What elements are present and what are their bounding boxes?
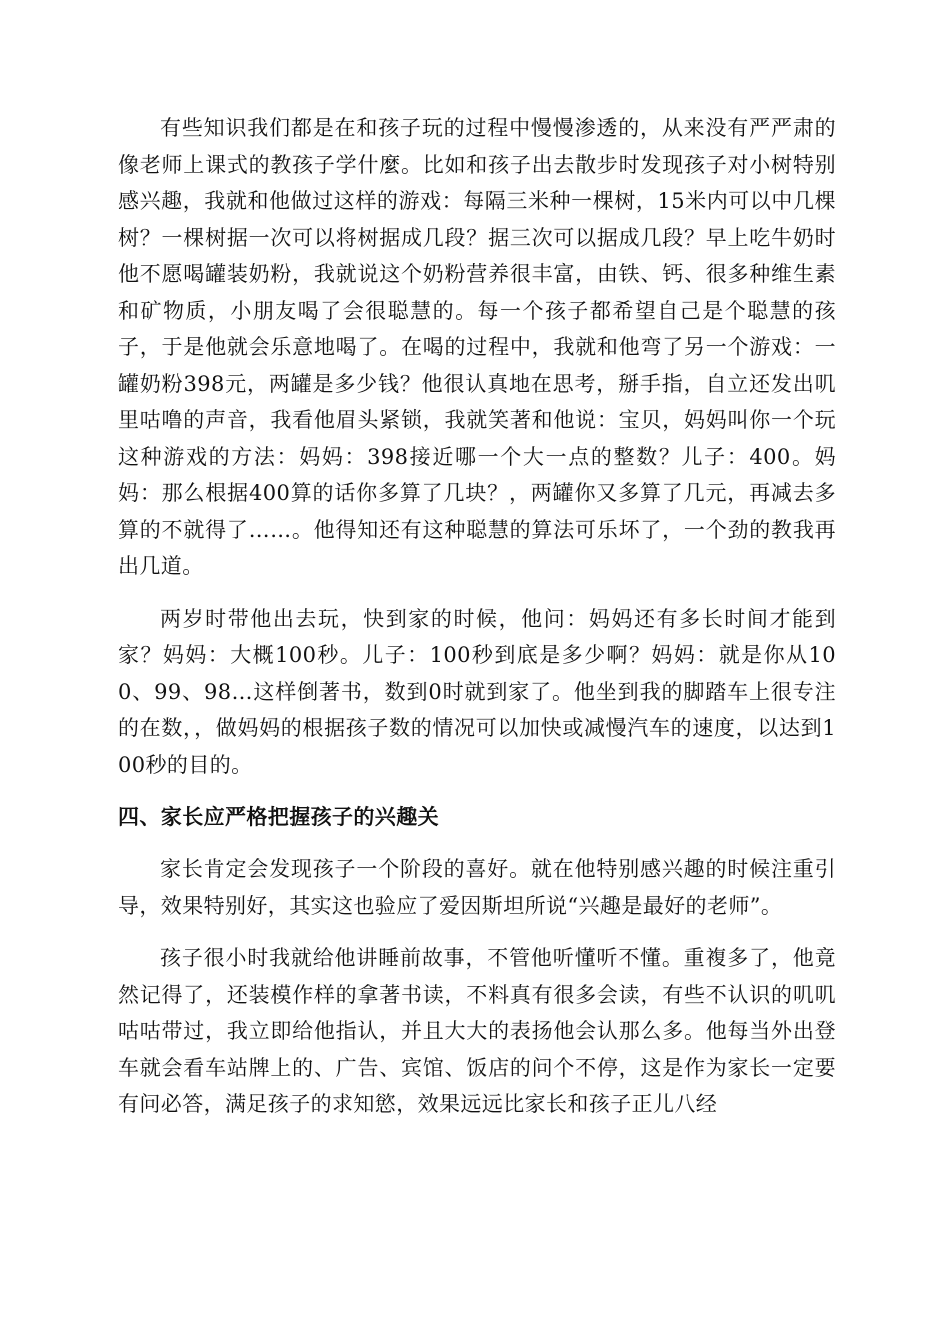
paragraph-spacer xyxy=(118,924,836,940)
paragraph-spacer xyxy=(118,585,836,601)
paragraph-1: 有些知识我们都是在和孩子玩的过程中慢慢渗透的，从来没有严严肃的像老师上课式的教孩子学什麼。比如和孩子出去散步时发现孩子对小树特别感兴趣，我就和他做过这样的游戏：每隔三米种一棵树，15米内可以中几棵树？一棵树据一次可以将树据成几段？据三次可以据成几段？早上吃牛奶时他不愿喝罐装奶粉，我就说这个奶粉营养很丰富，由铁、钙、很多种维生素和矿物质，小朋友喝了会很聪慧的。每一个孩子都希望自己是个聪慧的孩子，于是他就会乐意地喝了。在喝的过程中，我就和他弯了另一个游戏：一罐奶粉398元，两罐是多少钱？他很认真地在思考，掰手指，自立还发出叽里咕噜的声音，我看他眉头紧锁，我就笑著和他说：宝贝，妈妈叫你一个玩这种游戏的方法：妈妈：398接近哪一个大一点的整数？儿子：400。妈妈：那么根据400算的话你多算了几块？，两罐你又多算了几元，再减去多算的不就得了……。他得知还有这种聪慧的算法可乐坏了，一个劲的教我再出几道。 xyxy=(118,116,836,578)
paragraph-2: 两岁时带他出去玩，快到家的时候，他问：妈妈还有多长时间才能到家？妈妈：大概100秒。儿子：100秒到底是多少啊？妈妈：就是你从100、99、98…这样倒著书，数到0时就到家了。他坐到我的脚踏车上很专注的在数，，做妈妈的根据孩子数的情况可以加快或减慢汽车的速度，以达到100秒的目的。 xyxy=(118,606,836,777)
section-heading: 四、家长应严格把握孩子的兴趣关 xyxy=(118,805,439,829)
paragraph-4: 孩子很小时我就给他讲睡前故事，不管他听懂听不懂。重複多了，他竟然记得了，还装模作样的拿著书读，不料真有很多会读，有些不认识的叽叽咕咕带过，我立即给他指认，并且大大的表扬他会认那么多。他每当外出登车就会看车站牌上的、广告、宾馆、饭店的问个不停，这是作为家长一定要有问必答，满足孩子的求知慾，效果远远比家长和孩子正儿八经 xyxy=(118,946,836,1116)
paragraph-spacer xyxy=(118,783,836,799)
paragraph-spacer xyxy=(118,835,836,851)
paragraph-3: 家长肯定会发现孩子一个阶段的喜好。就在他特别感兴趣的时候注重引导，效果特别好，其实这也验应了爱因斯坦所说“兴趣是最好的老师”。 xyxy=(118,857,836,918)
document-page xyxy=(118,110,836,1123)
